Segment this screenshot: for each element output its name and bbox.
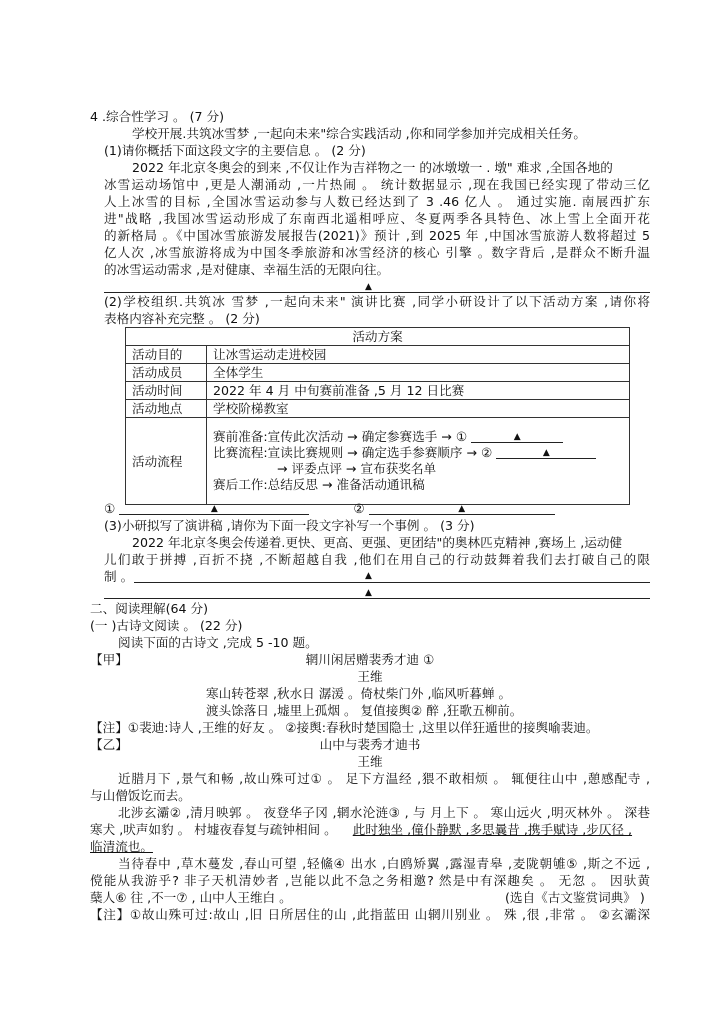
flow-line: 比赛流程:宣读比赛规则 → 确定选手参赛顺序 → ② ▲ (213, 445, 623, 461)
flow-cell (207, 418, 630, 505)
answer-blank-1[interactable]: ▲ (119, 502, 309, 515)
letter-line: 蘖人⑥ 往 ,不一⑦ , 山中人王维白 。 (90, 890, 292, 905)
sub-question-3-text: 儿们敢于拼搏 ,百折不挠 ,不断超越自我 ,他们在用自己的行动鼓舞着我们去打破自己的限 (104, 552, 650, 567)
answer-marker: ▲ (365, 571, 372, 581)
row-label: 活动时间 (126, 382, 207, 400)
underlined-sentence-cont: 临清流也。 (90, 839, 153, 854)
row-value: 2022 年 4 月 中旬赛前准备 ,5 月 12 日比赛 (207, 382, 630, 400)
letter-line: 与山僧饭讫而去。 (90, 788, 191, 803)
sub-question-3-text: 制 。 (104, 569, 134, 584)
poem-line: 渡头馀落日 ,墟里上孤烟 。 复值接舆② 醉 ,狂歌五柳前。 (206, 703, 523, 718)
answer-marker: ▲ (365, 282, 372, 292)
row-label: 活动流程 (126, 418, 207, 505)
letter-line: 当待春中 ,草木蔓发 ,春山可望 ,轻鯈④ 出水 ,白鸥矫翼 ,露湿青皋 ,麦陇朝雊⑤ ,斯之不远 , (118, 856, 650, 871)
text-tag-jia: 【甲】 (90, 652, 128, 667)
row-label: 活动成员 (126, 364, 207, 382)
sub-question-2-prompt-cont: 表格内容补充完整 。 (2 分) (104, 311, 260, 326)
answer-line[interactable] (104, 292, 650, 293)
text-tag-yi: 【乙】 (90, 737, 128, 752)
passage-line: 的冰雪运动需求 ,是对健康、幸福生活的无限向往。 (104, 262, 390, 277)
question-4-title: 4 .综合性学习 。 (7 分) (90, 109, 225, 124)
poem-author: 王维 (357, 669, 383, 684)
letter-line: 寒犬 ,吠声如豹 。 村墟夜春复与疏钟相间 。 此时独坐 ,僮仆静默 ,多思曩昔 ,携手赋诗 ,步仄径 , (90, 822, 633, 837)
sub-question-3-prompt: (3)小研拟写了演讲稿 ,请你为下面一段文字补写一个事例 。 (3 分) (104, 518, 475, 533)
answer-blank-2[interactable]: ▲ (369, 502, 555, 515)
passage-line: 2022 年北京冬奥会的到来 ,不仅让作为吉祥物之一 的冰墩墩一 . 墩" 难求 ,全国各地的 (132, 160, 613, 175)
table-row-flow (126, 418, 630, 505)
passage-line: 人上冰雪的目标 ,全国冰雪运动参与人数已经达到了 3 .46 亿人 。 通过实施. 南展西扩东 (104, 194, 650, 209)
flow-line: → 评委点评 → 宣布获奖名单 (277, 461, 437, 476)
table-row (126, 400, 630, 418)
answer-marker: ▲ (365, 588, 372, 598)
table-row (126, 364, 630, 382)
sub-question-3-text: 2022 年北京冬奥会传递着.更快、更高、更强、更团结"的奥林匹克精神 ,赛场上 ,运动健 (132, 535, 623, 550)
poem-line: 寒山转苍翠 ,秋水日 潺湲 。倚杖柴门外 ,临风听暮蝉 。 (206, 686, 512, 701)
underlined-sentence: 此时独坐 ,僮仆静默 ,多思曩昔 ,携手赋诗 ,步仄径 , (352, 822, 633, 837)
flow-blank-1[interactable]: ▲ (471, 430, 563, 443)
poem-title: 辋川闲居赠裴秀才迪 ① (305, 652, 435, 667)
letter-line: 近腊月下 ,景气和畅 ,故山殊可过① 。 足下方温经 ,猥不敢相烦 。 辄便往山中 ,憩感配寺 , (118, 771, 650, 786)
table-header: 活动方案 (126, 328, 630, 346)
blank-answers-row: ① ▲ ② ▲ (104, 501, 555, 517)
table-row (126, 382, 630, 400)
passage-line: 亿人次 ,冰雪旅游将成为中国冬季旅游和冰雪经济的核心 引擎 。数字背后 ,是群众不断升温 (104, 245, 650, 260)
letter-line: 北涉玄灞② ,清月映郭 。 夜登华子冈 ,辋水沦涟③ , 与 月上下 。 寒山远火 ,明灭林外 。 深巷 (118, 805, 650, 820)
question-4-intro: 学校开展.共筑冰雪梦 ,一起向未来"综合实践活动 ,你和同学参加并完成相关任务。 (132, 126, 586, 141)
activity-plan-table (125, 327, 630, 505)
sub-question-2-prompt: (2)学校组织.共筑冰 雪梦 ,一起向未来" 演讲比赛 ,同学小研设计了以下活动方案 ,请你将 (104, 294, 650, 309)
poem-note: 【注】①裴迪:诗人 ,王维的好友 。 ②接舆:春秋时楚国隐士 ,这里以佯狂遁世的接舆喻裴迪。 (90, 720, 599, 735)
flow-line: 赛后工作:总结反思 → 准备活动通讯稿 (213, 477, 425, 492)
row-value: 让冰雪运动走进校园 (207, 346, 630, 364)
passage-line: 冰雪运动场馆中 ,更是人潮涌动 ,一片热闹 。 统计数据显示 ,现在我国已经实现了带动三亿 (104, 177, 650, 192)
row-value: 全体学生 (207, 364, 630, 382)
flow-blank-2[interactable]: ▲ (496, 446, 596, 459)
part-2-title: 二、阅读理解(64 分) (90, 601, 209, 616)
answer-line[interactable] (134, 582, 650, 583)
row-label: 活动地点 (126, 400, 207, 418)
row-value: 学校阶梯教室 (207, 400, 630, 418)
answer-line[interactable] (104, 598, 650, 599)
flow-line: 赛前准备:宣传此次活动 → 确定参赛选手 → ① ▲ (213, 429, 623, 445)
passage-line: 进"战略 ,我国冰雪运动形成了东南西北遥相呼应、冬夏两季各具特色、冰上雪上全面开花 (104, 211, 650, 226)
letter-note: 【注】①故山殊可过:故山 ,旧 日所居住的山 ,此指蓝田 山辋川别业 。 殊 ,很 ,非常 。 ②玄灞深 (90, 907, 650, 922)
reading-instruction: 阅读下面的古诗文 ,完成 5 -10 题。 (118, 635, 318, 650)
passage-line: 的新格局 。《中国冰雪旅游发展报告(2021)》预计 ,到 2025 年 ,中国冰雪旅游人数将超过 5 (104, 228, 650, 243)
row-label: 活动目的 (126, 346, 207, 364)
table-row (126, 346, 630, 364)
letter-author: 王维 (357, 754, 383, 769)
section-1-title: (一 )古诗文阅读 。 (22 分) (90, 618, 243, 633)
letter-title: 山中与裴秀才迪书 (319, 737, 421, 752)
letter-source: (选自《古文鉴赏词典》 ) (505, 890, 645, 905)
sub-question-1-prompt: (1)请你概括下面这段文字的主要信息 。 (2 分) (104, 143, 366, 158)
letter-line: 傥能从我游乎? 非子天机清妙者 ,岂能以此不急之务相邀? 然是中有深趣矣 。 无忽 。 因驮黄 (90, 873, 650, 888)
